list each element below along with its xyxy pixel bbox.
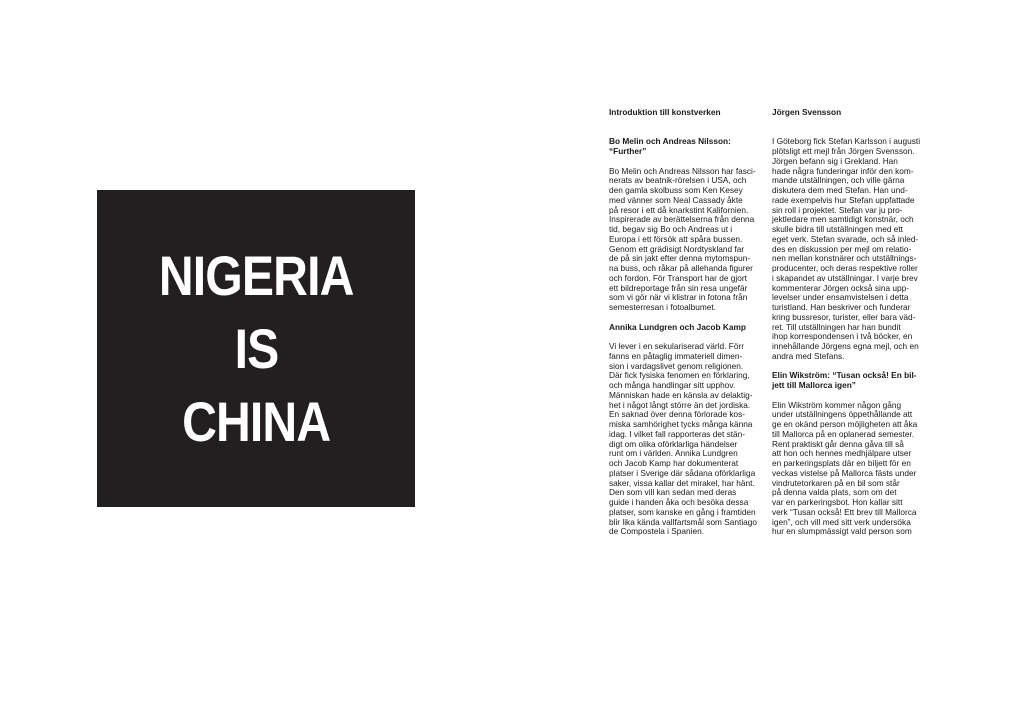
body-svensson: I Göteborg fick Stefan Karlsson i augusti plötsligt ett mejl från Jörgen Svensson. Jörgen befann sig i Grekland. Han hade några funderingar inför den kom- mande utställningen, och ville gärna diskutera dem med Stefan. Han und- rade exempelvis hur Stefan uppfattade sin roll i projektet. Stefan var ju pro- jektledare men samtidigt konstnär, och skulle bidra till utställningen med ett eget verk. Stefan svarade, och så inled- des en diskussion per mejl om relatio- nen mellan konstnärer och utställnings- producenter, och deras respektive roller i skapandet av utställningar. I varje brev kommenterar Jörgen också sina upp- levelser under ensamvistelsen i detta turistland. Han beskriver och funderar kring bussresor, turister, eller bara väd- ret. Till utställningen har han bundit ihop korrespondensen i två böcker, en innehållande Jörgens egna mejl, och en andra med Stefans. <box>772 136 921 361</box>
body-lundgren-kamp: Vi lever i en sekulariserad värld. Förr fanns en påtaglig immateriell dimen- sion i vardagslivet genom religionen. Där fick fysiska fenomen en förklaring, och många handlingar sitt upphov. Människan hade en känsla av delaktig- het i något långt större än det jordiska. En saknad över denna förlorade kos- miska samhörighet tycks många känna idag. I vilket fall rapporteras det stän- digt om olika oförklarliga händelser runt om i världen. Annika Lundgren och Jacob Kamp har dokumenterat platser i Sverige där sådana oförklarliga saker, vissa kallar det mirakel, har hänt. Den som vill kan sedan med deras guide i handen åka och besöka dessa platser, som kanske en gång i framtiden blir lika kända vallfartsmål som Santiago de Compostela i Spanien. <box>609 341 758 537</box>
heading-melin-nilsson: Bo Melin och Andreas Nilsson: “Further” <box>609 136 731 156</box>
cover-image <box>97 190 415 507</box>
cover-word-2: IS <box>234 317 278 380</box>
cover-word-3: CHINA <box>181 390 331 453</box>
body-melin-nilsson: Bo Melin och Andreas Nilsson har fasci- nerats av beatnik-rörelsen i USA, och den gamla skolbuss som Ken Kesey med vänner som Neal Cassady åkte på resor i ett då knarkstint Kalifornien. Inspirerade av berättelserna från denna tid, begav sig Bo och Andreas ut i Europa i ett försök att spåra bussen. Genom ett grädisigt Nordtyskland far de på sin jakt efter denna mytomspun- na buss, och råkar på allehanda figurer och fordon. För Transport har de gjort ett bildreportage från sin resa ungefär som vi gör när vi klistrar in fotona från semesterresan i fotoalbumet. <box>609 165 756 312</box>
body-wikstrom: Elin Wikström kommer någon gång under utställningens öppethållande att ge en okänd person möjligheten att åka till Mallorca på en oplanerad semester. Rent praktiskt går denna gåva till så att hon och hennes medhjälpare utser en parkeringsplats där en biljett för en veckas vistelse på Mallorca fästs under vindrutetorkaren på en bil som står på denna valda plats, som om det var en parkeringsbot. Hon kallar sitt verk “Tusan också! Ett brev till Mallorca igen”, och vill med sitt verk undersöka hur en slumpmässigt vald person som <box>772 399 918 537</box>
section-title: Introduktion till konstverken <box>609 107 721 117</box>
heading-svensson: Jörgen Svensson <box>772 107 842 117</box>
heading-lundgren-kamp: Annika Lundgren och Jacob Kamp <box>609 321 746 332</box>
text-column-left <box>609 108 769 547</box>
cover-word-1: NIGERIA <box>158 244 354 307</box>
text-column-right <box>772 108 932 547</box>
heading-wikstrom: Elin Wikström: “Tusan också! En bil- jett till Mallorca igen” <box>772 370 917 390</box>
